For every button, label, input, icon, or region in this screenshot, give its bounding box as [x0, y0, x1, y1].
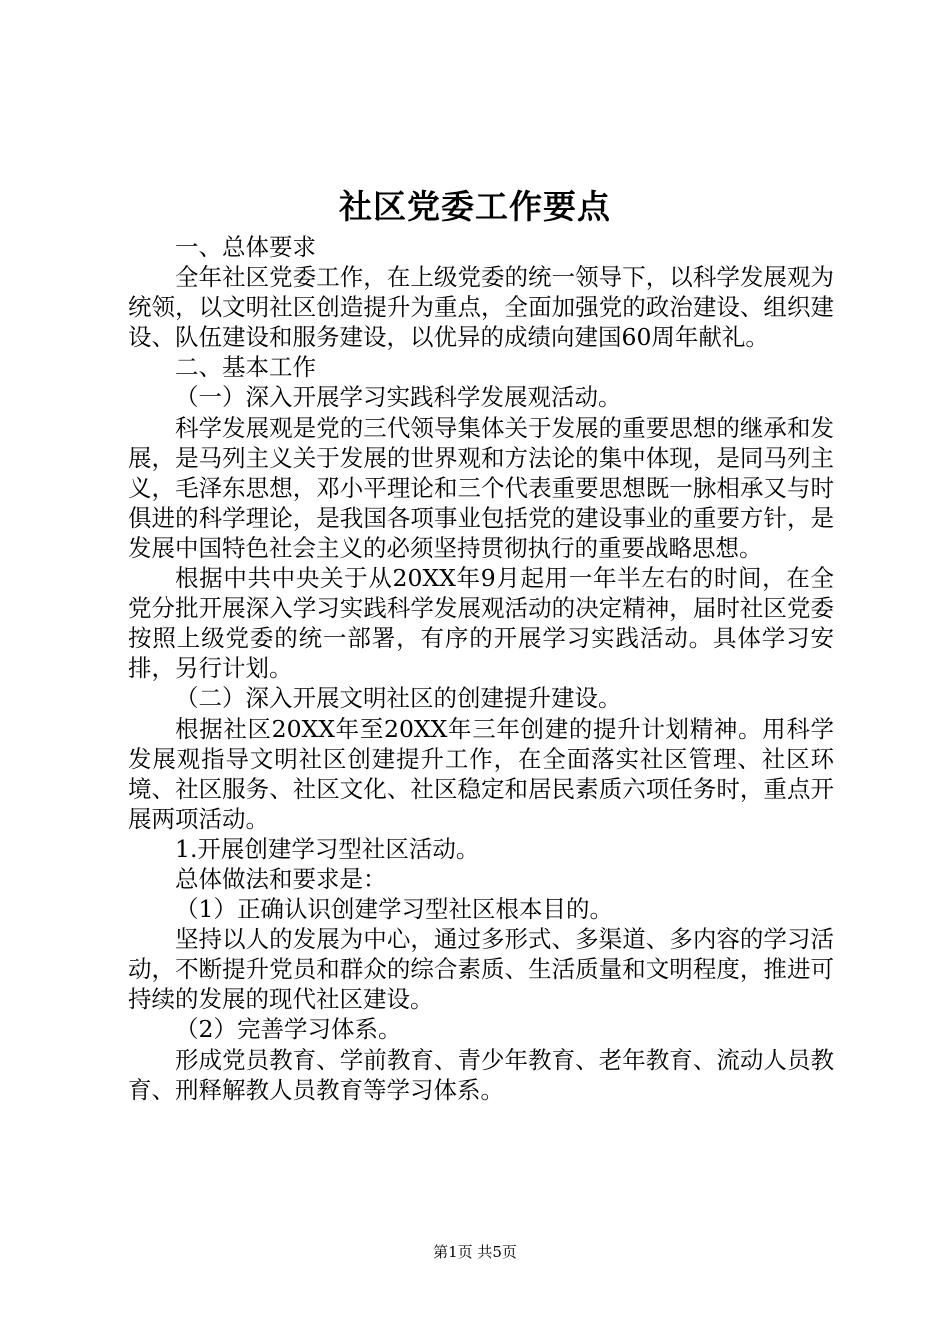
item-heading: （1）正确认识创建学习型社区根本目的。	[175, 895, 613, 924]
subsection-heading: （一）深入开展学习实践科学发展观活动。	[175, 383, 622, 412]
document-body	[128, 232, 834, 1105]
paragraph: 根据社区20XX年至20XX年三年创建的提升计划精神。用科学发展观指导文明社区创建提升工作，在全面落实社区管理、社区环境、社区服务、社区文化、社区稳定和居民素质六项任务时，重点开展两项活动。	[128, 714, 834, 833]
paragraph: 坚持以人的发展为中心，通过多形式、多渠道、多内容的学习活动，不断提升党员和群众的综合素质、生活质量和文明程度，推进可持续的发展的现代社区建设。	[128, 925, 834, 1014]
section-heading: 一、总体要求	[175, 233, 316, 261]
paragraph: 总体做法和要求是：	[175, 864, 387, 893]
paragraph: 全年社区党委工作，在上级党委的统一领导下，以科学发展观为统领，以文明社区创造提升为重点，全面加强党的政治建设、组织建设、队伍建设和服务建设，以优异的成绩向建国60周年献礼。	[128, 263, 834, 352]
document-title: 社区党委工作要点	[339, 187, 611, 226]
paragraph: 科学发展观是党的三代领导集体关于发展的重要思想的继承和发展，是马列主义关于发展的世界观和方法论的集中体现，是同马列主义，毛泽东思想，邓小平理论和三个代表重要思想既一脉相承又与时俱进的科学理论，是我国各项事业包括党的建设事业的重要方针，是发展中国特色社会主义的必须坚持贯彻执行的重要战略思想。	[128, 413, 834, 562]
page-footer: 第1页 共5页	[433, 1243, 517, 1261]
subsection-heading: （二）深入开展文明社区的创建提升建设。	[175, 684, 622, 713]
section-heading: 二、基本工作	[175, 353, 316, 382]
paragraph: 形成党员教育、学前教育、青少年教育、老年教育、流动人员教育、刑释解教人员教育等学习体系。	[128, 1045, 834, 1104]
item-heading: （2）完善学习体系。	[175, 1015, 402, 1044]
paragraph: 根据中共中央关于从20XX年9月起用一年半左右的时间，在全党分批开展深入学习实践科学发展观活动的决定精神，届时社区党委按照上级党委的统一部署，有序的开展学习实践活动。具体学习安排，另行计划。	[128, 564, 834, 683]
item-heading: 1.开展创建学习型社区活动。	[175, 834, 480, 863]
